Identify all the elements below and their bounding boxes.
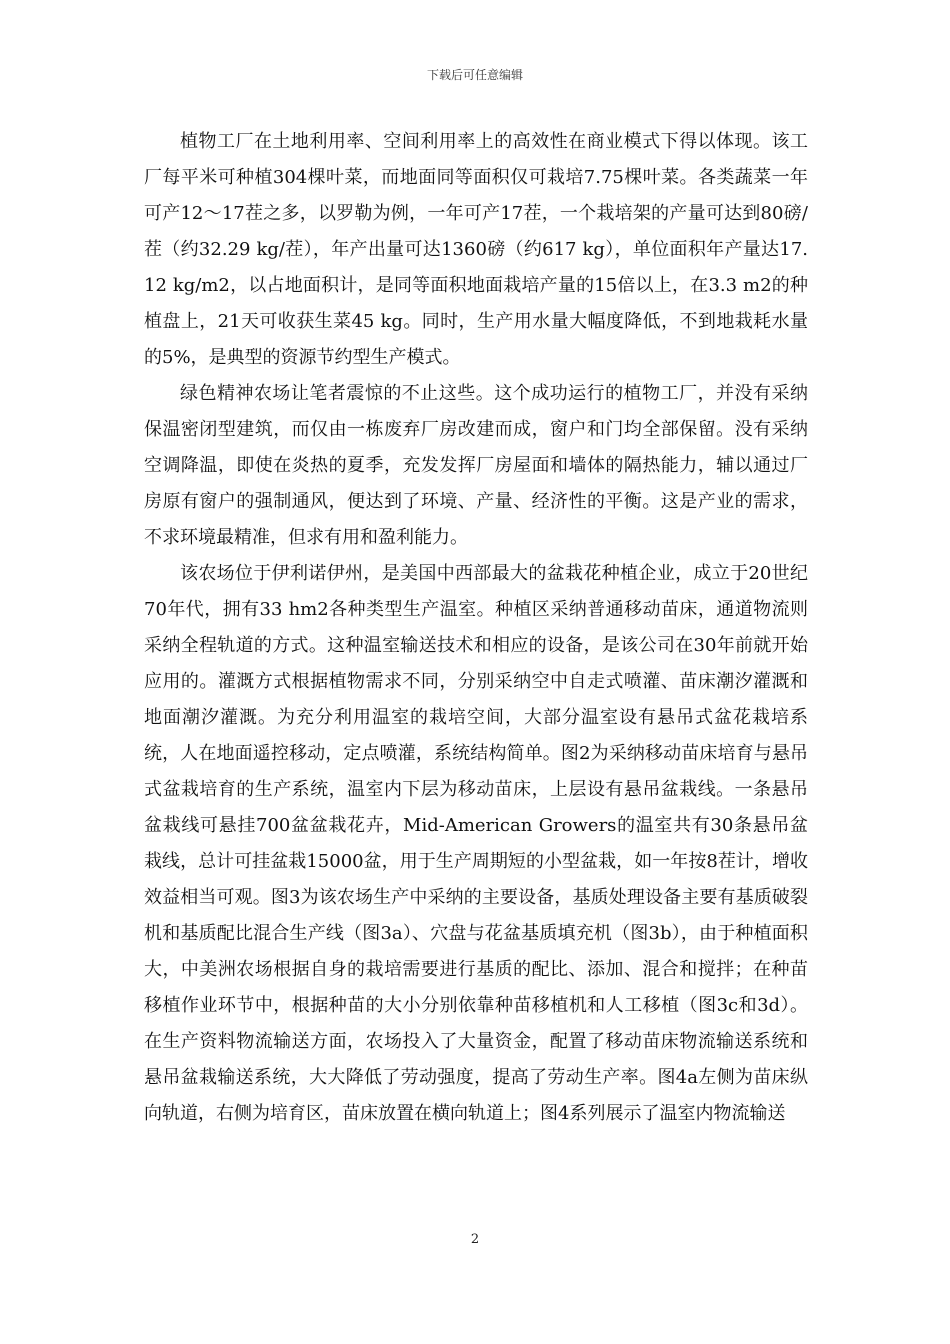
page-number: 2: [470, 1232, 480, 1247]
paragraph-green-spirit-farm: 绿色精神农场让笔者震惊的不止这些。这个成功运行的植物工厂，并没有采纳保温密闭型建筑，而仅由一栋废弃厂房改建而成，窗户和门均全部保留。没有采纳空调降温，即使在炎热的夏季，充发发挥厂房屋面和墙体的隔热能力，辅以通过厂房原有窗户的强制通风，便达到了环境、产量、经济性的平衡。这是产业的需求，不求环境最精准，但求有用和盈利能力。: [144, 383, 808, 548]
paragraph-illinois-farm: 该农场位于伊利诺伊州，是美国中西部最大的盆栽花种植企业，成立于20世纪70年代，拥有33 hm2各种类型生产温室。种植区采纳普通移动苗床，通道物流则采纳全程轨道的方式。这种温室输送技术和相应的设备，是该公司在30年前就开始应用的。灌溉方式根据植物需求不同，分别采纳空中自走式喷灌、苗床潮汐灌溉和地面潮汐灌溉。为充分利用温室的栽培空间，大部分温室设有悬吊式盆花栽培系统，人在地面遥控移动，定点喷灌，系统结构简单。图2为采纳移动苗床培育与悬吊式盆栽培育的生产系统，温室内下层为移动苗床，上层设有悬吊盆栽线。一条悬吊盆栽线可悬挂700盆盆栽花卉，Mid-American Growers的温室共有30条悬吊盆栽线，总计可挂盆栽15000盆，用于生产周期短的小型盆栽，如一年按8茬计，增收效益相当可观。图3为该农场生产中采纳的主要设备，基质处理设备主要有基质破裂机和基质配比混合生产线（图3a）、穴盘与花盆基质填充机（图3b），由于种植面积大，中美洲农场根据自身的栽培需要进行基质的配比、添加、混合和搅拌；在种苗移植作业环节中，根据种苗的大小分别依靠种苗移植机和人工移植（图3c和3d）。在生产资料物流输送方面，农场投入了大量资金，配置了移动苗床物流输送系统和悬吊盆栽输送系统，大大降低了劳动强度，提高了劳动生产率。图4a左侧为苗床纵向轨道，右侧为培育区，苗床放置在横向轨道上；图4系列展示了温室内物流输送: [144, 563, 808, 1124]
paragraph-plant-factory-efficiency: 植物工厂在土地利用率、空间利用率上的高效性在商业模式下得以体现。该工厂每平米可种植304棵叶菜，而地面同等面积仅可栽培7.75棵叶菜。各类蔬菜一年可产12～17茬之多，以罗勒为例，一年可产17茬，一个栽培架的产量可达到80磅/茬（约32.29 kg/茬），年产出量可达1360磅（约617 kg），单位面积年产量达17.12 kg/m2，以占地面积计，是同等面积地面栽培产量的15倍以上，在3.3 m2的种植盘上，21天可收获生菜45 kg。同时，生产用水量大幅度降低，不到地栽耗水量的5%，是典型的资源节约型生产模式。: [144, 131, 808, 368]
page-header: 下载后可任意编辑: [426, 68, 523, 82]
document-body: [144, 124, 808, 1132]
